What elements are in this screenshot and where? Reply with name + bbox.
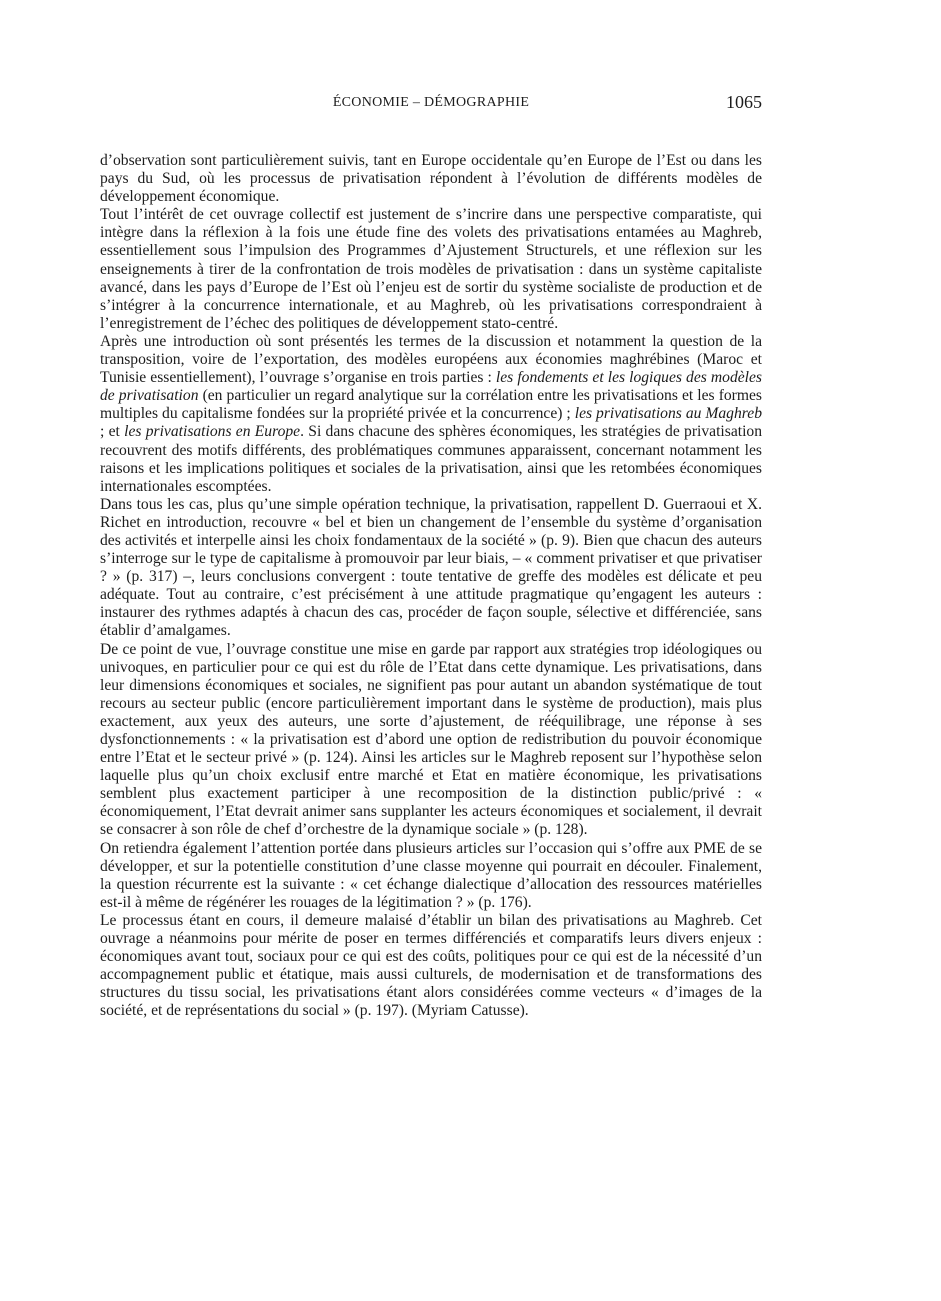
text-run: Dans tous les cas, plus qu’une simple opération technique, la privatisation, rappellent D. Guerraoui et X. Richet en introduction, recouvre « bel et bien un changement de l’ensemble du système d’organisation des activités et interpelle ainsi les choix fondamentaux de la société » (p. 9). Bien que chacun des auteurs s’interroge sur le type de capitalisme à promouvoir par leur biais, – « comment privatiser et que privatiser ? » (p. 317) –, leurs conclusions convergent : toute tentative de greffe des modèles est délicate et peu adéquate. Tout au contraire, c’est précisément à une attitude pragmatique qu’engagent les auteurs : instaurer des rythmes adaptés à chacun des cas, procéder de façon souple, sélective et différenciée, sans établir d’amalgames. — [100, 495, 762, 640]
text-run: (en particulier un regard analytique sur la corrélation entre les privatisations et les formes multiples du capitalisme fondées sur la propriété privée et la concurrence) ; — [100, 387, 762, 423]
text-run: Le processus étant en cours, il demeure malaisé d’établir un bilan des privatisations au Maghreb. Cet ouvrage a néanmoins pour mérite de poser en termes différenciés et comparatifs leurs divers enjeux : économiques avant tout, sociaux pour ce qui est des coûts, politiques pour ce qui est de la nécessité d’un accompagnement public et étatique, mais aussi culturels, de modernisation et de transformations des structures du tissu social, les privatisations étant alors considérées comme vecteurs « d’images de la société, et de représentations du social » (p. 197). (Myriam Catusse). — [100, 911, 762, 1020]
text-run: d’observation sont particulièrement suivis, tant en Europe occidentale qu’en Europe de l’Est ou dans les pays du Sud, où les processus de privatisation répondent à l’évolution de différents modèles de développement économique. — [100, 152, 762, 206]
text-run: ; et — [100, 423, 125, 441]
paragraph — [100, 912, 762, 1021]
paragraph — [100, 333, 762, 496]
text-run: On retiendra également l’attention portée dans plusieurs articles sur l’occasion qui s’offre aux PME de se développer, et sur la potentielle constitution d’une classe moyenne qui pourrait en découler. Finalement, la question récurrente est la suivante : « cet échange dialectique d’allocation des ressources matérielles est-il à même de régénérer les rouages de la légitimation ? » (p. 176). — [100, 839, 762, 911]
italic-text: les privatisations au Maghreb — [574, 405, 762, 423]
page-header — [100, 92, 762, 116]
italic-text: les privatisations en Europe — [124, 423, 301, 441]
paragraph — [100, 840, 762, 912]
text-run: . Si dans chacune des sphères économiques, les stratégies de privatisation recouvrent des motifs différents, des problématiques communes apparaissent, concernant notamment les raisons et les implications politiques et sociales de la privatisation, ainsi que les retombées économiques internationales escomptées. — [100, 423, 762, 495]
page-number: 1065 — [726, 92, 762, 112]
paragraph — [100, 152, 762, 206]
paragraph — [100, 206, 762, 333]
italic-text: les fondements et les logiques des modèles de privatisation — [100, 369, 763, 405]
paragraph — [100, 496, 762, 641]
running-title: ÉCONOMIE – DÉMOGRAPHIE — [332, 95, 530, 110]
body-text — [100, 152, 762, 1021]
text-run: Tout l’intérêt de cet ouvrage collectif est justement de s’incrire dans une perspective comparatiste, qui intègre dans la réflexion à la fois une étude fine des volets des privatisations entamées au Maghreb, essentiellement sous l’impulsion des Programmes d’Ajustement Structurels, et une réflexion sur les enseignements à tirer de la confrontation de trois modèles de privatisation : dans un système capitaliste avancé, dans les pays d’Europe de l’Est où l’enjeu est de sortir du système socialiste de production et de s’intégrer à la concurrence internationale, et au Maghreb, où les privatisations correspondraient à l’enregistrement de l’échec des politiques de développement stato-centré. — [100, 206, 762, 332]
text-run: De ce point de vue, l’ouvrage constitue une mise en garde par rapport aux stratégies trop idéologiques ou univoques, en particulier pour ce qui est du rôle de l’Etat dans cette dynamique. Les privatisations, dans leur dimensions économiques et sociales, ne signifient pas pour autant un abandon systématique de tout recours au secteur public (encore particulièrement important dans le système de production), mais plus exactement, aux yeux des auteurs, une sorte d’ajustement, de rééquilibrage, une réponse à ses dysfonctionnements : « la privatisation est d’abord une option de redistribution du pouvoir économique entre l’Etat et le secteur privé » (p. 124). Ainsi les articles sur le Maghreb reposent sur l’hypothèse selon laquelle plus qu’un choix exclusif entre marché et Etat en matière économique, les privatisations semblent plus exactement participer à une recomposition de la distinction public/privé : « économiquement, l’Etat devrait animer sans supplanter les acteurs économiques et socialement, il devrait se consacrer à son rôle de chef d’orchestre de la dynamique sociale » (p. 128). — [100, 640, 762, 839]
text-run: Après une introduction où sont présentés les termes de la discussion et notamment la question de la transposition, voire de l’exportation, des modèles européens aux économies maghrébines (Maroc et Tunisie essentiellement), l’ouvrage s’organise en trois parties : — [100, 332, 762, 387]
paragraph — [100, 641, 762, 840]
